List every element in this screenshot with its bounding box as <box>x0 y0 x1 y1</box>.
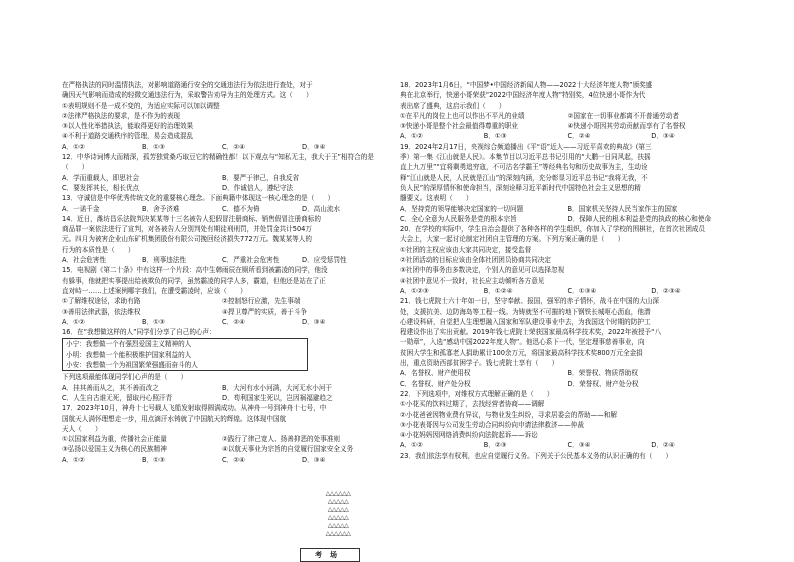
answer-a[interactable]: A．挂其善而从之，其不善而改之 <box>62 383 159 392</box>
answer-d[interactable]: D．荣誉权、财产处分权 <box>567 379 639 388</box>
q15-option: ④捍卫尊严的实质，善于斗争 <box>222 307 308 316</box>
answer-b[interactable]: B．国家机关坚持人民当家作主的国家 <box>567 204 678 213</box>
answer-d[interactable]: D．作诚信人，遵纪守法 <box>222 183 294 192</box>
q20-option: ④社团中意见不一致时，社长应主动倾听各方意见 <box>400 276 545 285</box>
q19-text: 释“江山就是人民，人民就是江山”的深刻内涵，充分彰显习近平总书记“我将无我，不 <box>400 173 648 182</box>
q14-text: 14．近日，潍坊昌乐法院判决某某等十三名被告人犯假冒注册商标、销售假冒注册商标的 <box>62 214 321 223</box>
answer-c[interactable]: C．①③④ <box>567 286 597 295</box>
answer-d[interactable]: D．③④ <box>302 142 326 151</box>
answer-d[interactable]: D．③④ <box>302 317 326 326</box>
q16-quote: 小宁：我想做一个有强烈爱国主义精神的人 <box>66 340 192 349</box>
q14-text: 行为的本质性是（ ） <box>62 245 135 254</box>
q18-text: 典在北京举行，快递小哥荣获“2022中国经济年度人物”特别奖，4位快递小哥作为代 <box>400 91 646 100</box>
q21-answers <box>400 368 735 378</box>
q14-answers <box>62 255 382 265</box>
q11-text: 确因天气影响而造成的轻微交通违法行为，采取警告劝导为主的处理方式。这（ ） <box>62 91 313 100</box>
exam-room-box: 考场 <box>300 548 360 562</box>
answer-c[interactable]: C．②④ <box>222 455 246 464</box>
left-column <box>62 80 382 465</box>
q22-option: ③小花表哥因与公司发生劳动合同纠纷向申请法律救济——仲裁 <box>400 420 584 429</box>
q17-option: ③弘扬以爱国主义为核心的民族精神 <box>62 445 167 454</box>
q20-option: ①社团的主权应该由大家共同决定，接受监督 <box>400 245 532 254</box>
q11-answers <box>62 142 382 152</box>
triangle-row: △△△△△ <box>327 498 349 505</box>
answer-a[interactable]: A．社会危害性 <box>62 256 107 265</box>
q21-text: 程建设作出了实出贡献。2019年钱七虎院士荣获国家最高科学技术奖，2022年被授予“八 <box>400 328 662 337</box>
q16-quote: 小安：我想做一个为祖国繁荣强盛而奋斗的人 <box>66 361 198 370</box>
q18-text: 表出席了盛典，这启示我们（ ） <box>400 101 506 110</box>
q21-text: 一勋章”，入选“感动中国2022年度人物”。他迅心系下一代，坚定理事慈善事业，向 <box>400 338 645 347</box>
q12-answers <box>62 173 382 183</box>
q17-options <box>62 444 382 454</box>
answer-a[interactable]: A．①② <box>62 317 85 326</box>
answer-a[interactable]: A．坚持党的领导能够决定国家的一切问题 <box>400 204 524 213</box>
q15-option: ①了解维权途径，求助有路 <box>62 297 141 306</box>
q21-answers <box>400 379 735 389</box>
answer-a[interactable]: A．①② <box>62 455 85 464</box>
answer-d[interactable]: D．保障人民的根本利益是党的执政的核心和使命 <box>567 214 712 223</box>
triangle-row: △△△△△△ <box>325 530 351 537</box>
answer-c[interactable]: C．②④ <box>567 132 591 141</box>
q12-answers <box>62 183 382 193</box>
q17-options <box>62 434 382 444</box>
q18-options <box>400 121 735 131</box>
q20-option: ③社团中的事务由多数决定，个别人的意见可以选择忽视 <box>400 266 565 275</box>
q19-text: 髓要义。这表明（ ） <box>400 194 473 203</box>
q15-answers <box>62 317 382 327</box>
q15-text: 直对峙一……上述案例哪字我们，在遭受霸凌时，应该（ ） <box>62 286 247 295</box>
triangle-row: △△△△△ <box>327 514 349 521</box>
q17-text: 17．2023年10月，神舟十七号载人飞船发射取得圆满成功。从神舟一号到神舟十七号，中 <box>62 404 327 413</box>
answer-b[interactable]: B．①③ <box>142 142 165 151</box>
triangle-row: △△△△△△ <box>325 490 351 497</box>
answer-a[interactable]: A．学而重载人，即思社会 <box>62 173 140 182</box>
q20-text: 大会上，大家一起讨论制定社团自主管理的方案。下列方案正确的是（ ） <box>400 235 625 244</box>
q20-text: 20．在学校的实际中，学生自治会提供了各种各样的学生组织，你加入了学校的围棋社，在首次社团成员 <box>400 225 706 234</box>
q18-answers <box>400 131 735 141</box>
q11-option: ②法律严格执法的要求，是不作为的表现 <box>62 111 181 120</box>
triangle-pattern <box>313 490 363 538</box>
q19-text: 19．2024年2月17日，央视综合频道播出《平“语”近人——习近平喜欢的典故》(第三 <box>400 142 652 151</box>
q23-text: 23．我们依法享有权利，也应自觉履行义务。下列关于公民基本义务的认识正确的有（ ） <box>400 451 673 460</box>
q19-text: 负人民”的深厚情怀和使命担当，深刻诠释习近平新时代中国特色社会主义思想的精 <box>400 183 641 192</box>
triangle-row: △△△△△ <box>327 522 349 529</box>
answer-b[interactable]: B．①③ <box>142 317 165 326</box>
q11-option: ③以人性化举措执法，能取得更好的治理效果 <box>62 122 194 131</box>
q22-option: ①小花买的饮料过期了，去找经营者协商——调解 <box>400 400 545 409</box>
answer-b[interactable]: B．①③ <box>483 132 507 141</box>
answer-a[interactable]: A．一诺千金 <box>62 204 100 213</box>
q18-option: ①在平凡的岗位上也可以作出不平凡的业绩 <box>400 111 525 120</box>
answer-c[interactable]: C．全心全意为人民服务是党的根本宗旨 <box>400 214 517 223</box>
answer-c[interactable]: C．③④ <box>567 441 591 450</box>
q11-option: ④不利于道路交通秩序的管理，易会造成混乱 <box>62 132 194 141</box>
triangle-row: △△△△△ <box>327 506 349 513</box>
q17-option: ④以航天事业为宗旨的自觉履行国家安全义务 <box>222 445 354 454</box>
q13-text: 13．守诚信是中华优秀传统文化的重要核心理念。下面典籍中体现这一核心理念的是（ ） <box>62 194 335 203</box>
answer-c[interactable]: C．严重社会危害性 <box>222 256 280 265</box>
q18-option: ④快递小哥因其劳动贡献而享有了名誉权 <box>567 122 686 131</box>
q16-text: 16．在“我想做这样的人”同学们分享了自己的心声： <box>62 328 216 337</box>
q15-options <box>62 296 382 306</box>
q18-option: ②国家在一切事业都离不开普通劳动者 <box>567 111 679 120</box>
q15-text: 有躲事，他就把实事提出给被欺负的同学，虽然霸凌的同学人多，霸道，但他还是站在了正 <box>62 276 326 285</box>
q19-text: 季）第一集《江山就是人民》。本集节目以习近平总书记引用的“大鹏一日同风起，扶摇 <box>400 153 651 162</box>
q18-option: ③快递小哥是整个社会最值得尊重的职业 <box>400 122 519 131</box>
q21-text: 心建设科研，自觉把人生理想融入国家和军队建设事业中去，为我国这个时期的防护工 <box>400 317 651 326</box>
q17-text: 国航天人满怀理想走一步，用点滴汗水铸就了中国航天的辉煌。这体现中国航 <box>62 414 287 423</box>
q15-option: ②控制怒行应激，先生事端 <box>222 297 301 306</box>
q16-quote: 小明：我想做一个能积极维护国家利益的人 <box>66 350 192 359</box>
answer-d[interactable]: D．高山流水 <box>302 204 341 213</box>
answer-d[interactable]: D．②④ <box>651 441 675 450</box>
q15-options <box>62 307 382 317</box>
q21-text: 21．钱七虎院士六十年如一日，坚守奉献、报国，强军的赤子情怀，战斗在中国的大山深 <box>400 297 659 306</box>
q17-answers <box>62 455 382 465</box>
q14-text: 元。四月为被害企业山东矿机集团股份有限公司挽回经济损失772万元。魏某某等人的 <box>62 235 312 244</box>
q17-option: ①以国家利益为重，传播社会正能量 <box>62 435 167 444</box>
answer-a[interactable]: A．①② <box>400 132 423 141</box>
q12-text: 12．中华诗词博大而精深，孤芳独赏桑巧取豆它的精确性都！以下观点与“知私无主，我大于王”相符合的是（ ） <box>62 153 374 172</box>
q16-question: 下列选项最能体现同学们心声的是（ ） <box>62 373 188 382</box>
q18-options <box>400 111 735 121</box>
q16-answers <box>62 383 382 393</box>
answer-b[interactable]: B．刑事违法性 <box>142 256 187 265</box>
answer-b[interactable]: B．要严于律己，自我反省 <box>222 173 300 182</box>
q13-answers <box>62 204 382 214</box>
q21-text: 处，支援抗美、边防海岛等工程一线。为铸就坚不可摧的地下钢铁长城呕心沥血，他潜 <box>400 307 651 316</box>
q19-text: 直上九万里”“宜将剩勇追穷寇，不可沽名学霸王”等经典名句和历史故事为主，生动诠 <box>400 163 648 172</box>
q21-text: 贫困大学生和孤寡老人捐助累计100余万元，将国家最高科学技术奖800万元全金捐 <box>400 348 643 357</box>
right-column <box>400 80 735 461</box>
answer-c[interactable]: C．要发挥其长，相长优点 <box>62 183 140 192</box>
q19-answers <box>400 204 735 214</box>
answer-c[interactable]: C．②④ <box>222 142 246 151</box>
q22-text: 22．下列选项中，对维权方式理解正确的是（ ） <box>400 389 554 398</box>
answer-a[interactable]: A．①②③ <box>400 286 429 295</box>
q11-option: ①表明规则不是一成不变的，为适应实际可以加以调整 <box>62 101 220 110</box>
answer-b[interactable]: B．大河有水小河满，大河无水小河干 <box>222 383 333 392</box>
answer-d[interactable]: D．③④ <box>651 132 675 141</box>
answer-a[interactable]: A．①② <box>62 142 85 151</box>
answer-a[interactable]: A．①② <box>400 441 423 450</box>
q15-option: ③善用法律武器，依法维权 <box>62 307 141 316</box>
answer-d[interactable]: D．应受惩罚性 <box>302 256 347 265</box>
q14-text: 商品罪一案依法进行了宣判，对各被告人分别判处有期徒刑刑罚，并处罚金共计504万 <box>62 225 312 234</box>
answer-d[interactable]: D．苟利国家生死以，岂因祸福避趋之 <box>222 393 333 402</box>
q20-option: ②社团活动的目标应该由全体社团团员协商共同决定 <box>400 256 551 265</box>
answer-a[interactable]: A．名誉权、财产使用权 <box>400 369 471 378</box>
q16-answers <box>62 393 382 403</box>
q16-quote-box <box>62 338 308 371</box>
answer-b[interactable]: B．舍予济难 <box>142 204 180 213</box>
answer-b[interactable]: B．②③ <box>483 441 507 450</box>
q22-answers <box>400 440 735 450</box>
q15-text: 15．电视剧《第二十条》中有这样一个片段：高中生韩雨辰在厕所看到被霸凌的同学，他没 <box>62 266 328 275</box>
answer-d[interactable]: D．③④ <box>302 455 326 464</box>
answer-b[interactable]: B．①③ <box>142 455 165 464</box>
q21-text: 出，重点资助西部贫困学子。钱七虎院士享有（ ） <box>400 359 559 368</box>
answer-b[interactable]: B．①②④ <box>483 286 513 295</box>
answer-c[interactable]: C．②④ <box>222 317 246 326</box>
answer-d[interactable]: D．②③④ <box>651 286 681 295</box>
q17-text: 天人（ ） <box>62 424 102 433</box>
q22-option: ②小花爸爸因物业费有异议，与物业发生纠纷，寻求居委会的帮助——和解 <box>400 410 617 419</box>
q18-text: 18．2023年1月6日，“中国梦•中国经济新闻人物——2022十大经济年度人物”颁奖盛 <box>400 81 653 89</box>
q11-text: 在严格执法的同时温情执法，对影响道路通行安全的交通违法行为依法进行查处，对于 <box>62 81 313 89</box>
answer-c[interactable]: C．人生自古谁无死，留取丹心照汗青 <box>62 393 173 402</box>
answer-c[interactable]: C．名誉权、财产处分权 <box>400 379 471 388</box>
q17-option: ②践行了律己宽人、扬善抑恶的处事准则 <box>222 435 341 444</box>
q20-answers <box>400 286 735 296</box>
q22-option: ④小花妈妈因网络消费纠纷向法院起诉——诉讼 <box>400 431 538 440</box>
answer-c[interactable]: C．德不为倚 <box>222 204 260 213</box>
q19-answers <box>400 214 735 224</box>
answer-b[interactable]: B．荣誉权、物质帮助权 <box>567 369 638 378</box>
